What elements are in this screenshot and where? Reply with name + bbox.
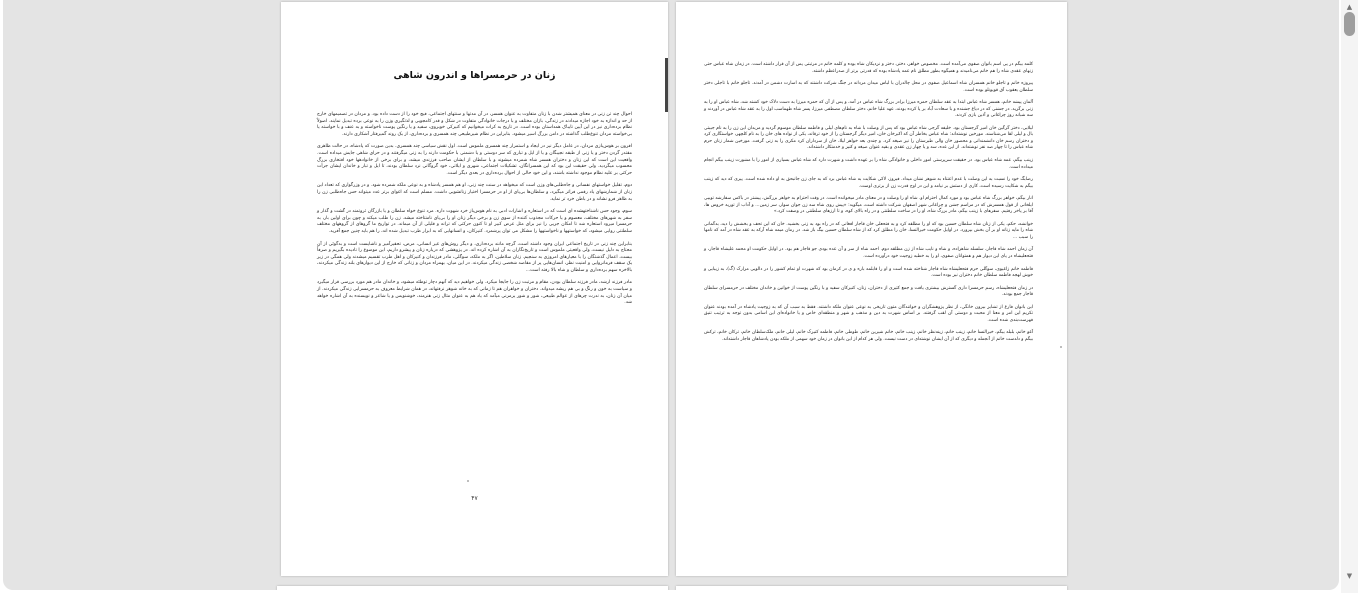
scroll-thumb[interactable] bbox=[1344, 12, 1355, 36]
paragraph: بنابراین چند زنی در تاریخ اجتماعی ایران وجود داشته است، گرچه مانند برده‌داری، و دیگر روش‌های غیر انسانی، مرض، تحقیرآمیز و ناشایست است و بدگوئی از آن محتاج به دلیل نیست، ولی واقعیتی ملموس است و تاریخ‌نگاران به آن اشاره کرده اند. در پژوهشی که درباره زنان و پیشرو داریم، این موضوع را تادیده بگیریم و صرفاً بیست، اعمال گذشتگان را با معیارهای امروزی به سنجیم. زنان سلاطین، اگر به ملکه، سوگلی، مادر فرزندان و کنیزکان و اهل طرب تقسیم میشدند ولی همگی در زیر یک سقف فرمانروایی و امنیت نظر، انسان‌هایی پر از مقاصد شخصی زندگی میکردند. در این میان، بهمراه مردان و زنانی که خارج از این دیوارهای بلند زندگی میکردند، بالاخره سهم برده‌داری و سلطان و شاه بالا رفته است... bbox=[317, 241, 632, 273]
next-page-right-edge bbox=[676, 586, 1067, 590]
paragraph: زینب بیگم، عمه شاه عباس بود. در حقیقت سرپرستی امور داخلی و خانوادگی شاه را بر عهده داشت و شهرت دارد که شاه عباس بسیاری از امور را با مشورت زینب بیگم انجام میداده است. bbox=[704, 158, 1033, 170]
vertical-scrollbar[interactable] bbox=[1341, 0, 1358, 593]
paragraph: دوم، تقلیل خواستهای نفسانی و جاه‌طلبی‌های وزن است که میخواهد در سنت چند زنی، او هم همسر پادشاه و به نوعی ملکه شمرده شود. و در وزرگواری که تعداد این زنان از شمارشهای یاد رقمی فراتر میگیرد، و سلطان‌ها بی‌پای از او در حرمسرا اختیار زنانشویی داشت. مسلم است که اغوای برتر عدد میتواند حس جاه‌طلبی زن را به ظاهر فرو نشاند و در باطن خرد تر نماید. bbox=[317, 183, 632, 202]
paragraph: در زمان فتحعلیشاه، رسم حرمسرا داری گسترش بیشتری یافت و جمع کثیری از دختران، زنان، کنیزکان سفید و با رنگین پوست از خوانین و خاندان مختلف در حرمسرای سلطان قاجار جمع بودند. bbox=[704, 285, 1033, 298]
page-48[interactable] bbox=[676, 2, 1067, 576]
paragraph: آلمان پیشه خانم، همسر شاه عباس ابتدا به عقد سلطان حمزه میرزا برادر بزرگ شاه عباس در آمد، و پس از آن که حمزه میرزا به دست دلاک خود کشته شد، شاه عباس او را به زنی برگزید. در جشنی که در دیاغ جشنده و با سعادت آباد بر پا کرده بودند، عهد علیا خانم، دختر سلطان مصطفی میرزا، پسر شاه طهماسب اول را به عقد شاه عباس در آوردند و سه شبانه روز چراغانی و آذین بازی کردند. bbox=[704, 100, 1033, 119]
page-number: ۴۷ bbox=[471, 495, 478, 502]
paragraph: رضابگ خود را نسبت به این وصلت با عدم اعتناء به شوهر نشان میداد. فیروز، لاکی شکایت به شاه عباس برد که به جای زن جانبحق به او داده شده است. پیری که دید که زینب بیگم به شکایت رسیده است، کاری از دستش بر نیامد و این در اوج قدرت زن از برتری اوست. bbox=[704, 177, 1033, 189]
paragraph: سوم، وجود حس ناشناختهشده ای است که در استعاره و اشارات ادبی به نام هوس‌باز خرد شهوت داره. مرد تنوع خواه سلطان و یا بازرگان ثروتمند در گشت و گذار و سفر به شهرهای مختلف، معصوم و یا حرکات مجذوب کننده از سوی زن و برخی دیگر زنان او را بی‌پای نامنتاخته میشد. زن را طلب میکند و چون برای اولین بار، به حرمسرا میرود استعاره شد تا امکان جزیی را نیز برای مثل عرض کبیر او تا کنون حرکتی که ترانه و قلیلی از آن میماند. در تواریخ ما گروهای از گروههای مختلف سلطنتی روایی میشود، که خواستهها و ناخواستهها را مشکل می توان پرشمرد. کنیزکان، و انسانهایی که به ابزار طرب تبدیل شده اند، را هم باید چنین جمع آفرید. bbox=[317, 209, 632, 234]
paragraph: انار بیگم، خواهر بزرگ شاه عباس بود و مورد کمال احترام او. شاه او را وصلت و در معنای مادر میخوانده است. در وقت احترام به خواهر بزرگش، پیشتر در باکس سفارشه توبیی ایلخانی از قول همسرش که در مراسم جشن و چراغانی شهر اصفهان شرکت داشته است، میگوید: «پیش روی شاه سه زن جوان سوار، سر زمین... و آداب از توریه خروس ها، آقا بر پاخر رفتیم. سفرهای با زینب بیگم، مادر بزرگ شاه، او را در ساخت سلطنتی و در راه بالای کوه، و تا ارزهای سلطنتی در وصفت کرد.» bbox=[704, 196, 1033, 215]
paragraph: فاطمه خانم زاغیوی، سوگلی حرم فتحعلیشاه شاه قاجار شناخته شده است و او را قابلمه باره و ی در کرمان بود که شهرت او تمام کشور را در دالویی مزارک (گ)، به زیبایی و خوش لهجه فاطمه سلطان خانم دختران نیز بوده است. bbox=[704, 266, 1033, 279]
paragraph: لیلایی، دختر گرگین خان امیر گرجستان بود. خلیفه گرجی شاه عباس بود که پس از وصلت با شاه به نام‌های لیلی و فاطمه سلطان موسوم گردید و مربدان این زن را به نام جیبتی بال و لیلی لقا می‌شناسند. مورخین نوشته‌اند: شاه عباس بخاطر آن که اکبرخان خان، امیر دیگر گرجستان را از خود ترقاند، یکی از نواده های خان را به نام کلچهر، خواستگاری کرد و دختران رسم خان دانشمندانی و محصور خان والی طبرستان را نیز صیغه کرد. و چندی بعد خواهر لیلا، خان از سرداران کرد مکری را به زنی گرفت. مورخین شمار زنان حرم شاه عباس را تا چهار صد نفر نوشته‌اند. از این عده، سه و یا چهار زن عقدی و بقیه عنوان صیغه و کنیز و خدمتکار داشته‌اند. bbox=[704, 125, 1033, 151]
page-canvas[interactable] bbox=[3, 0, 1339, 590]
paragraph: افزون بر هوس‌بازی مردان، در عامل دیگر نیز در ایجاد و استمرار چند همسری ملموس است. اول نقش سیاسی چند همسری. بدین صورت که پادشاه، در حالت ظاهری مقتدر گردن دختر و یا زنی از طبقه نجیبگان و یا از ایل و تباری که سر دوستی و یا دشمنی با حکومت دارند را به زنی میگرفتند و در حرای شاهی جایش میداده است. واقعیت این است که این زنان و دختران همسر شاه شمرده میشوند و با سلطان از ایشان صاحب فرزندی میشد، و برای برخی از خانوادهها خود افتخاری بزرگ محسوب میگردید. ولی حقیقت این بود که این همسرانگان، تشکیلات اجتماعی، شهری و ایلاتی، خود گروگانی نزد سلطان بودند، تا ایل و تبار و خاندان ایشان جرأت حرکتی بر علیه نظام موجود نداشته باشند، و این خود حالی از احوال برده‌داری در بعدی دیگر است. bbox=[317, 144, 632, 176]
scroll-up-arrow-icon[interactable]: ▲ bbox=[1346, 3, 1353, 11]
page-47[interactable] bbox=[281, 2, 668, 576]
paragraph: کلمه بیگم در پی اسم بانوان صفوی می‌آمده است. مخصوص خواهر، دختر، دختر و نزدیکان شاه بوده و کلمه خانم در مرتبتی پس از آن قرار داشته است. در زمان شاه عباس حتی زنهای عقدی شاه را هم خانم می‌نامیدند و همیگوه بطور مطلق نام عمه پادشاه بوده که قدرتی برتر از صدراعظم داشته. bbox=[704, 62, 1033, 74]
paragraph: احوال چند تن زنی در معنای همیشتر شدن با زنان متفاوت به عنوان همسر، در آن مدتها و سنتهای اجتماعی، فیچ خود را از دست داده بود. و مردان در تصمیمهای خارج از حد و اندازه به خود اجازه میدادند در زندگی، بازان مختلف و با درجات خانوادگی متفاوت در شکل و قدر کامجویی و لذتگیری وزن را به نوعی برده تبدیل نمایند. اصولاً نظام برده‌داری نیز در این آیین تایباک همداستان بوده است. در تاریخ به کرات میخوانیم که کنیزکی خوبروی، سفید و یا رنگین پوست ناخواسته و به عنف و با خواسته یا بی‌خواسته مردان تنوع‌طلب گذاشته در دامن بزرگ اسیر میشود. بنابراین در نظام شیرطبیعی چند همسری و برده‌داری، از یک روند گمیزفتار آشکاری دارند. bbox=[317, 112, 632, 137]
paragraph: مادر فرزند ارشد، مادر فرزند سلطان بودن، مقام و مرتبت زن را جایجا میکرد. ولی خواهیم دید که آنهم دچار توطئه میشود، و خاندان مادر هم مورد بررسی قرار میگیرد و سیاست به خون و رنگ و بی هم ریشه میدواند. دختران و خواهران هم تا زمانی که به خانه شوهر نرفتهاند، در همان شرایط معروف به حرمسرایی زندگی میکردند. از میان آن زنان، به ندرت چرهای از عوالم طبیعی، شور و شور یرمزنی میآمد که یاد هم به عنوان مثال زنی هنرمند، خوشنویس و یا شاعر و نویسنده به آن اشاره خواهد شد. bbox=[317, 280, 632, 306]
paragraph: این بانوان فارغ از تشایز بیرون خانگی، از نظر پژوهشگران و خوانندگان متون تاریخی به نوعی عنوان ملکه داشتند. فقط به سبب آن که به زوجیت پادشاه در آمده بودند عنوان تکریم این امر و معنا از محبت و دوستی آن لقب گرفتند. بر اساس شهرت به دین و مذهب و شهر و منطقه‌ای خاص و یا خانواده‌ای این اسامی بدون توجه به ترتیب تنیق فهرست‌بندی شده است. bbox=[704, 304, 1033, 323]
paragraph: خوانشه، حکم، یکی از زنان شاه سلطان حسین بود که او را مطلقه کرد و به فتحعلی خان قاجار افغانی که در راه بود به زنی بخشید. خان که این تحف و بخشش را دید، بدگمانی شاه را مایه زنانه او بر آن بخش بپرورد. در اوایل حکومت خیرالنسا، خان را مطلق کرد که از شاه سلطان حسین بیگ باز شد. در رمان میمه شاه آرکه به عقد شاه در آمد که نامها را سبب ... bbox=[704, 221, 1033, 240]
page-edge-marker bbox=[665, 58, 668, 112]
speck bbox=[467, 480, 469, 482]
paragraph: پیروزه خانم و تاجلو خانم همسران شاه اسماعیل صفوی در محل چالدران با لباس میدان مردانه در جنگ شرکت داشتند که به اسارت دشمن در آمدند. تاجلو خانم با تاجلی دختر سلطان یعقوب آق قویونلو بوده است. bbox=[704, 81, 1033, 93]
page-body bbox=[317, 112, 632, 313]
next-page-left-edge bbox=[277, 586, 668, 590]
paragraph: آغو خانم، بلبله بیگم، خیرالنسا خانم، زینب خانم، زینه‌نظر خانم، زینب خانم، خانم شیرین خانم، طوطی خانم، فاطمه کنیزک خانم، لیلی خانم، ملک‌سلطان خانم، ترکان خانم، ترکش بیگم و دلدست خانم از آنجمله و دیگری که از آن ایشان نوشته‌ای در دست نیست. ولی هر کدام از این بانوان در زمان خود سهمی از ملکه بودن پادشاهان قاجار داشته‌اند. bbox=[704, 330, 1033, 342]
page-heading: زنان در حرمسراها و اندرون شاهی bbox=[393, 70, 556, 81]
scroll-down-arrow-icon[interactable]: ▼ bbox=[1346, 572, 1353, 580]
page-body bbox=[704, 62, 1033, 350]
paragraph: آن زمان احمد شاه قاجار، سلسله شاهزاده، و شاه و نایب شاه از زن مطلقه دوم. احمد شاه از سر و آن عده بودی جو قاجار هم بود. در اوایل حکومت او محمد علیشاه قاجار، و فتحعلیشاه در پای این دیوار هم و همتوانان صفوی، او را به خطبه زوجیت خود درآورده است. bbox=[704, 247, 1033, 260]
speck bbox=[1060, 346, 1062, 348]
